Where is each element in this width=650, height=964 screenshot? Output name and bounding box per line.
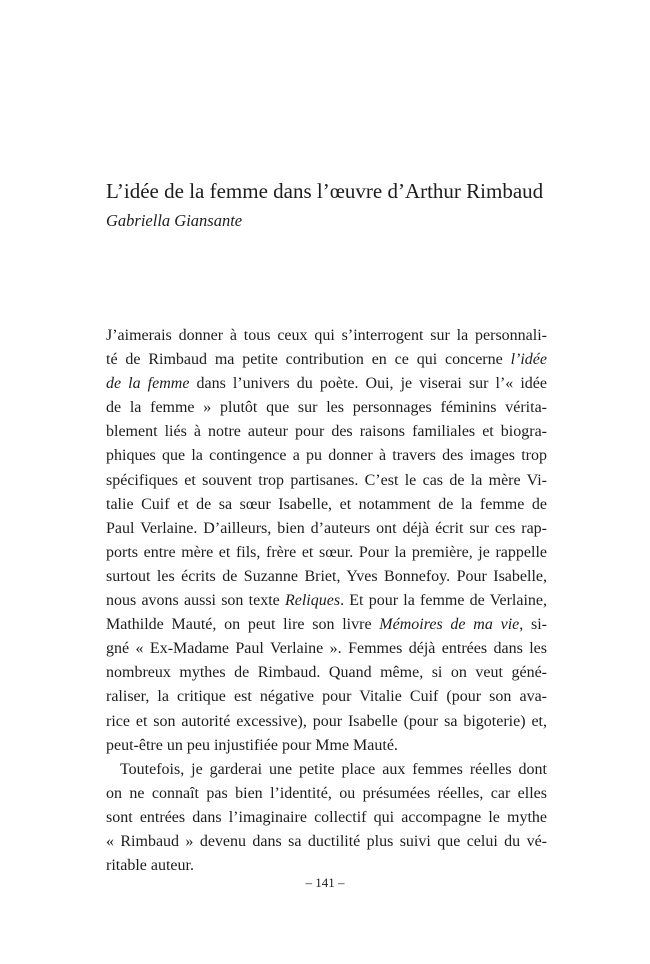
text-line: [106, 613, 547, 637]
text-segment: sont entrées dans l’imaginaire collectif qui accompagne le mythe: [106, 808, 547, 826]
text-segment: ports entre mère et fils, frère et sœur. Pour la première, je rappelle: [106, 543, 547, 561]
page-number: – 141 –: [305, 875, 345, 890]
text-segment: surtout les écrits de Suzanne Briet, Yves Bonnefoy. Pour Isabelle,: [106, 567, 547, 585]
text-segment: nous avons aussi son texte: [106, 592, 285, 610]
text-line: [106, 396, 547, 420]
body-text: [106, 324, 547, 878]
text-line: [106, 372, 547, 396]
text-segment: rice et son autorité excessive), pour Isabelle (pour sa bigoterie) et,: [106, 712, 547, 730]
text-line: [106, 710, 547, 734]
text-segment: « Rimbaud » devenu dans sa ductilité plus suivi que celui du vé-: [106, 832, 547, 850]
text-segment: Mathilde Mauté, on peut lire son livre: [106, 616, 380, 634]
text-segment: . Et pour la femme de Verlaine,: [340, 592, 547, 610]
text-line: [106, 637, 547, 661]
text-line: [106, 806, 547, 830]
text-line: [106, 493, 547, 517]
italic-segment: Reliques: [284, 592, 341, 610]
text-segment: Paul Verlaine. D’ailleurs, bien d’auteurs ont déjà écrit sur ces rap-: [106, 519, 547, 537]
text-line: [106, 541, 547, 565]
author-name: Gabriella Giansante: [106, 211, 243, 230]
chapter-title: L’idée de la femme dans l’œuvre d’Arthur Rimbaud: [106, 179, 544, 203]
chapter-header: [106, 176, 566, 233]
text-segment: blement liés à notre auteur pour des raisons familiales et biogra-: [106, 423, 547, 441]
text-segment: ritable auteur.: [106, 857, 194, 875]
text-segment: spécifiques et souvent trop partisanes. C’est le cas de la mère Vi-: [106, 471, 547, 489]
italic-segment: l’idée: [510, 351, 547, 369]
text-segment: Toutefois, je garderai une petite place aux femmes réelles dont: [120, 760, 547, 778]
italic-segment: de la femme: [106, 375, 190, 393]
text-segment: J’aimerais donner à tous ceux qui s’interrogent sur la personnali-: [106, 327, 547, 344]
text-segment: on ne connaît pas bien l’identité, ou présumées réelles, car elles: [106, 784, 547, 802]
text-line: [106, 782, 547, 806]
text-line: [106, 758, 547, 782]
text-segment: peut-être un peu injustifiée pour Mme Mauté.: [106, 736, 398, 754]
text-line: [106, 420, 547, 444]
text-segment: dans l’univers du poète. Oui, je viserai sur l’« idée: [189, 375, 547, 393]
text-line: [106, 661, 547, 685]
text-segment: té de Rimbaud ma petite contribution en ce qui concerne: [106, 351, 511, 369]
paragraph-2: [106, 758, 547, 878]
text-line: [106, 589, 547, 613]
text-segment: raliser, la critique est négative pour Vitalie Cuif (pour son ava-: [106, 688, 547, 706]
text-line: [106, 734, 547, 758]
text-segment: talie Cuif et de sa sœur Isabelle, et notamment de la femme de: [106, 495, 547, 513]
text-line: [106, 517, 547, 541]
text-segment: de la femme » plutôt que sur les personnages féminins vérita-: [106, 399, 547, 417]
text-line: [106, 565, 547, 589]
italic-segment: Mémoires de ma vie: [379, 616, 520, 634]
text-line: [106, 685, 547, 709]
text-segment: nombreux mythes de Rimbaud. Quand même, si on veut géné-: [106, 664, 547, 682]
text-line: [106, 469, 547, 493]
text-segment: gné « Ex-Madame Paul Verlaine ». Femmes déjà entrées dans les: [106, 640, 547, 658]
text-segment: , si-: [519, 616, 547, 634]
text-segment: phiques que la contingence a pu donner à travers des images trop: [106, 447, 547, 465]
paragraph-1: [106, 324, 547, 758]
text-line: [106, 324, 547, 348]
text-line: [106, 348, 547, 372]
text-line: [106, 444, 547, 468]
text-line: [106, 830, 547, 854]
